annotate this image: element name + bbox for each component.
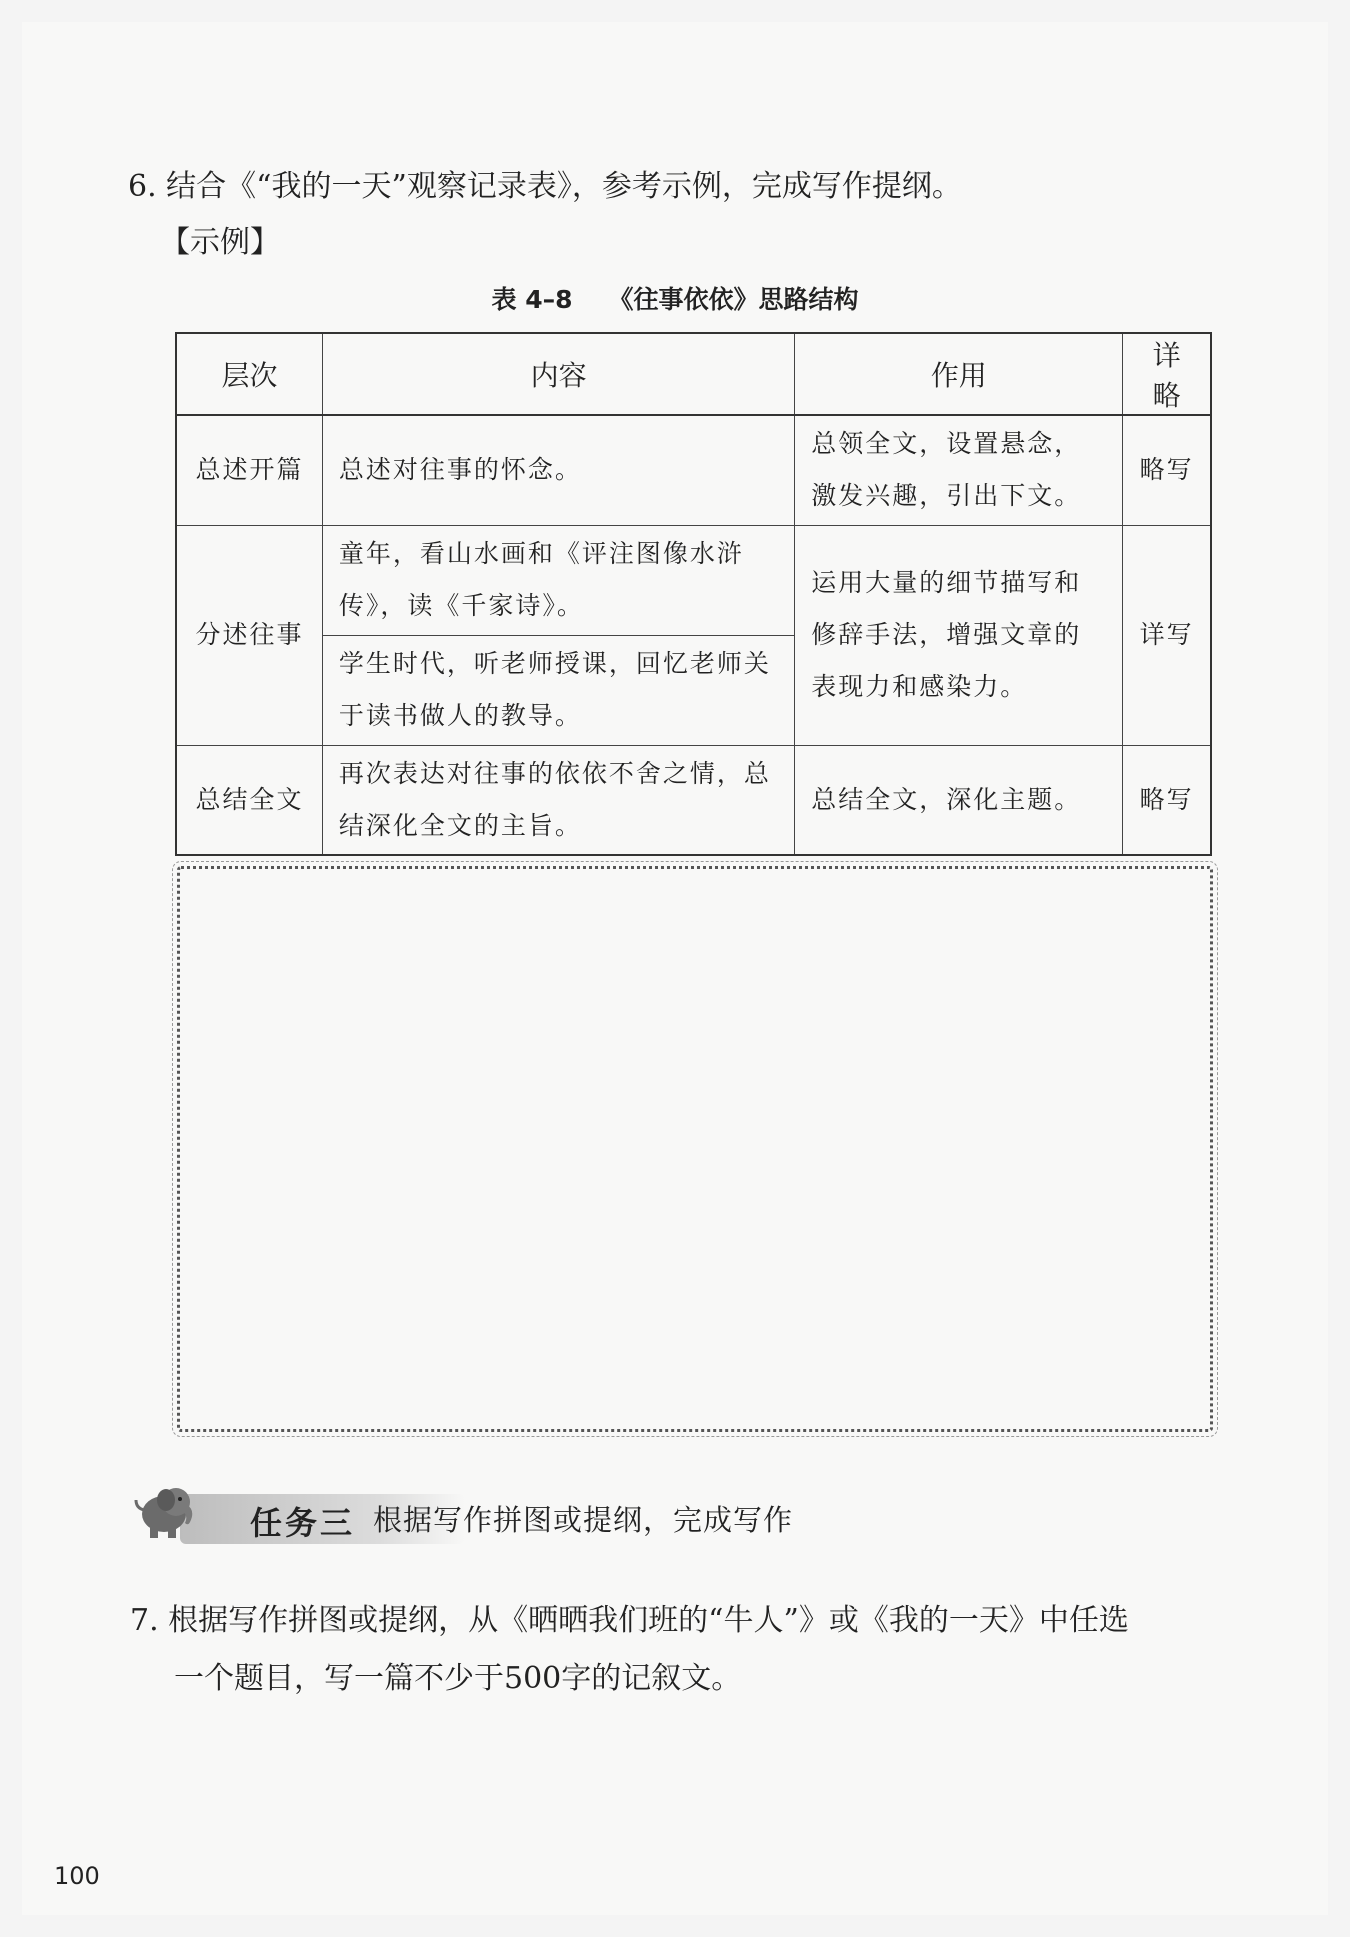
cell-content: 再次表达对往事的依依不舍之情，总结深化全文的主旨。 xyxy=(322,745,794,855)
question-6: 6. 结合《“我的一天”观察记录表》，参考示例，完成写作提纲。 xyxy=(128,169,962,204)
table-caption-number: 表 4–8 xyxy=(491,285,573,314)
task-three-title: 根据写作拼图或提纲，完成写作 xyxy=(373,1503,794,1537)
table-header-row xyxy=(176,333,1211,415)
cell-function: 总结全文，深化主题。 xyxy=(795,745,1123,855)
page-number: 100 xyxy=(54,1862,100,1890)
outline-table xyxy=(175,332,1212,856)
table-row xyxy=(176,745,1211,855)
elephant-icon xyxy=(130,1474,200,1544)
cell-level: 分述往事 xyxy=(176,525,322,745)
header-level: 层次 xyxy=(176,333,322,415)
cell-content: 学生时代，听老师授课，回忆老师关于读书做人的教导。 xyxy=(322,635,794,745)
cell-level: 总结全文 xyxy=(176,745,322,855)
header-detail: 详略 xyxy=(1123,333,1211,415)
table-caption xyxy=(0,280,1350,316)
outline-writing-area[interactable] xyxy=(177,866,1213,1432)
question-7-line-2: 一个题目，写一篇不少于500字的记叙文。 xyxy=(174,1661,742,1696)
header-content: 内容 xyxy=(322,333,794,415)
cell-content: 总述对往事的怀念。 xyxy=(322,415,794,525)
cell-function: 总领全文，设置悬念，激发兴趣，引出下文。 xyxy=(795,415,1123,525)
question-7-line-1: 7. 根据写作拼图或提纲，从《晒晒我们班的“牛人”》或《我的一天》中任选 xyxy=(130,1603,1129,1638)
example-label: 【示例】 xyxy=(160,225,280,260)
header-function: 作用 xyxy=(795,333,1123,415)
table-row xyxy=(176,525,1211,635)
cell-detail: 详写 xyxy=(1123,525,1211,745)
cell-detail: 略写 xyxy=(1123,745,1211,855)
table-row xyxy=(176,415,1211,525)
cell-content: 童年，看山水画和《评注图像水浒传》，读《千家诗》。 xyxy=(322,525,794,635)
cell-function: 运用大量的细节描写和修辞手法，增强文章的表现力和感染力。 xyxy=(795,525,1123,745)
task-badge-label: 任务三 xyxy=(250,1504,356,1542)
task-three-header xyxy=(130,1474,1030,1554)
question-7 xyxy=(130,1592,1220,1708)
table-caption-title: 《往事依依》思路结构 xyxy=(608,285,859,314)
cell-detail: 略写 xyxy=(1123,415,1211,525)
cell-level: 总述开篇 xyxy=(176,415,322,525)
